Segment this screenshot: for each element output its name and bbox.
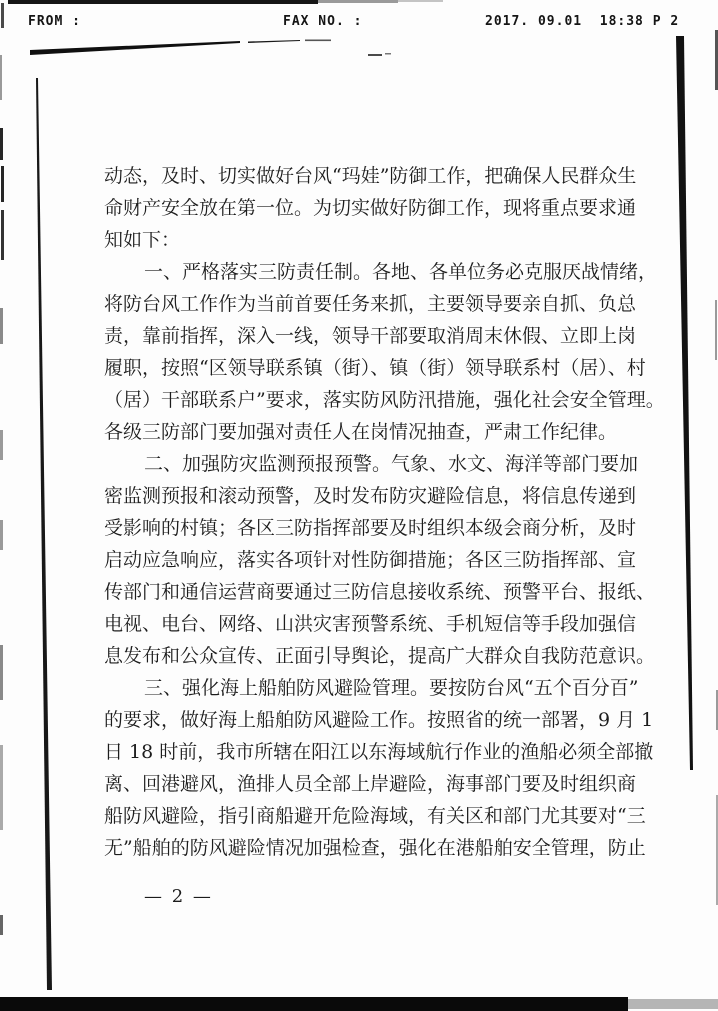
- document-line: 履职，按照“区领导联系镇（街）、镇（街）领导联系村（居）、村: [104, 357, 646, 379]
- bottom-edge-bar: [0, 997, 718, 1011]
- page-number: — 2 —: [144, 886, 213, 907]
- document-line: 启动应急响应，落实各项针对性防御措施；各区三防指挥部、宣: [104, 549, 637, 571]
- document-line: 将防台风工作作为当前首要任务来抓，主要领导要亲自抓、负总: [104, 293, 637, 315]
- document-line: 命财产安全放在第一位。为切实做好防御工作，现将重点要求通: [104, 197, 637, 219]
- right-edge-line: [676, 36, 693, 770]
- document-line: 二、加强防灾监测预报预警。气象、水文、海洋等部门要加: [144, 453, 639, 475]
- document-line: 离、回港避风，渔排人员全部上岸避险，海事部门要及时组织商: [104, 773, 637, 795]
- fax-timestamp: 2017. 09.01 18:38 P 2: [485, 14, 680, 29]
- document-line: 日 18 时前，我市所辖在阳江以东海域航行作业的渔船必须全部撤: [104, 741, 654, 763]
- document-body: [104, 160, 665, 864]
- document-line: 的要求，做好海上船舶防风避险工作。按照省的统一部署，9 月 1: [104, 709, 654, 731]
- document-line: 一、严格落实三防责任制。各地、各单位务必克服厌战情绪，: [144, 261, 658, 283]
- document-line: 动态，及时、切实做好台风“玛娃”防御工作，把确保人民群众生: [104, 165, 637, 187]
- document-line: 息发布和公众宣传、正面引导舆论，提高广大群众自我防范意识。: [104, 645, 656, 667]
- header-scribble-line: [30, 40, 391, 57]
- document-line: 电视、电台、网络、山洪灾害预警系统、手机短信等手段加强信: [104, 613, 637, 635]
- document-line: （居）干部联系户”要求，落实防风防汛措施，强化社会安全管理。: [104, 389, 665, 411]
- fax-number-label: FAX NO. :: [283, 14, 363, 29]
- document-line: 受影响的村镇；各区三防指挥部要及时组织本级会商分析，及时: [104, 517, 637, 539]
- top-edge-line: [8, 0, 443, 4]
- left-edge-line: [36, 78, 52, 990]
- document-line: 传部门和通信运营商要通过三防信息接收系统、预警平台、报纸、: [104, 581, 656, 603]
- document-line: 无”船舶的防风避险情况加强检查，强化在港船舶安全管理，防止: [104, 837, 646, 859]
- document-line: 责，靠前指挥，深入一线，领导干部要取消周末休假、立即上岗: [104, 325, 637, 347]
- left-margin-dashes: [0, 3, 4, 935]
- document-line: 三、强化海上船舶防风避险管理。要按防台风“五个百分百”: [144, 677, 639, 699]
- fax-from-label: FROM :: [28, 14, 81, 29]
- document-line: 各级三防部门要加强对责任人在岗情况抽查，严肃工作纪律。: [104, 421, 618, 443]
- document-line: 知如下：: [104, 229, 181, 251]
- document-line: 船防风避险，指引商船避开危险海域，有关区和部门尤其要对“三: [104, 805, 646, 827]
- document-line: 密监测预报和滚动预警，及时发布防灾避险信息，将信息传递到: [104, 485, 637, 507]
